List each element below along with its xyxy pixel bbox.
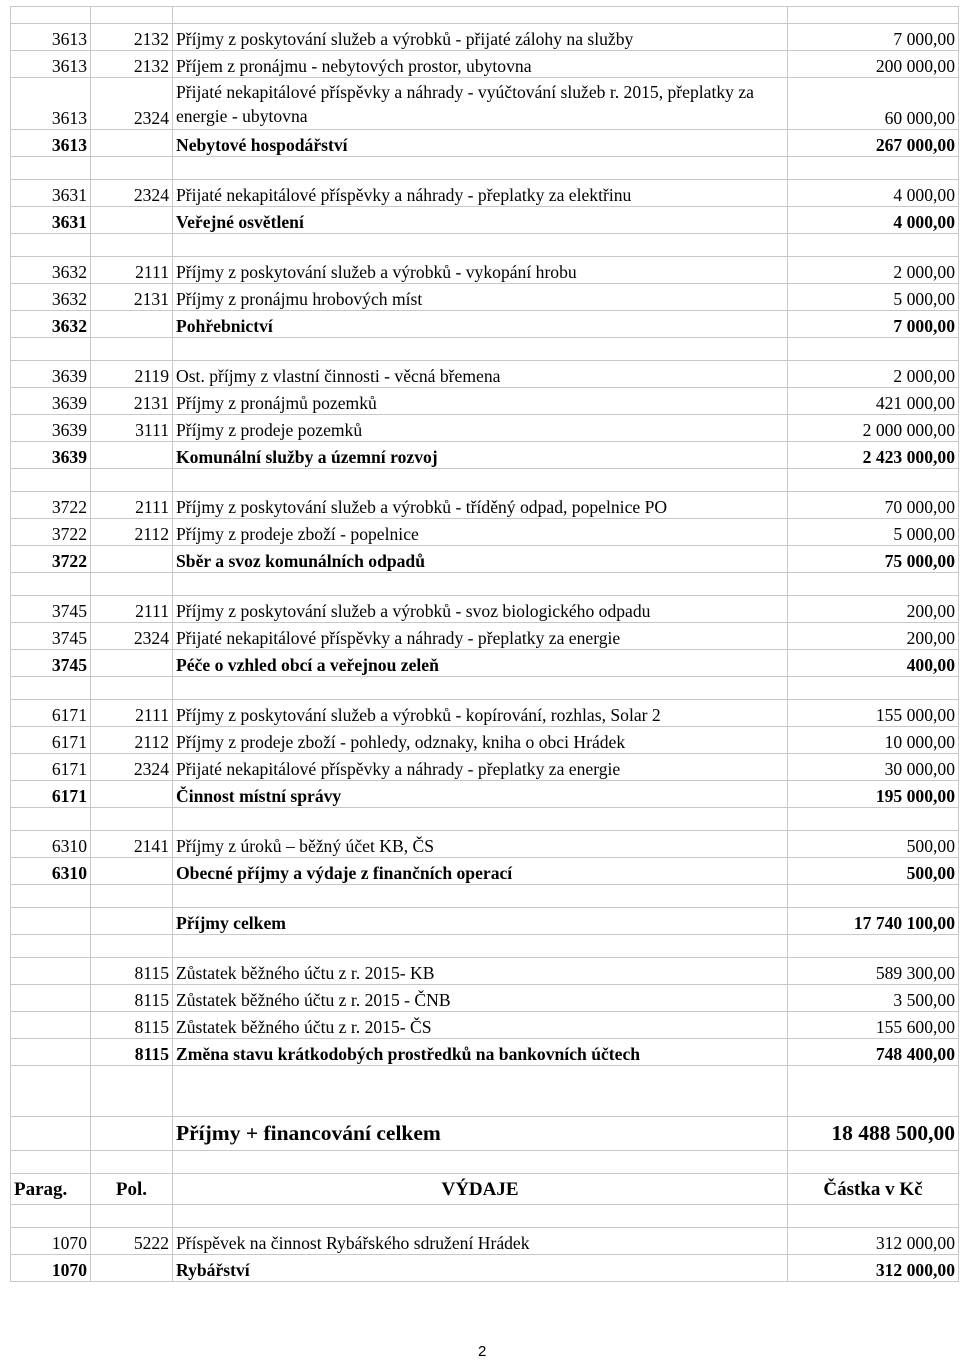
text-cell: Činnost místní správy — [173, 781, 788, 808]
text-cell: Zůstatek běžného účtu z r. 2015 - ČNB — [173, 985, 788, 1012]
paragraf-cell: 3745 — [11, 596, 91, 623]
amount-cell: 5 000,00 — [788, 284, 959, 311]
spacer-row — [11, 808, 959, 831]
text-cell: Příjmy z prodeje zboží - popelnice — [173, 519, 788, 546]
polozka-cell: 2132 — [91, 51, 173, 78]
table-row — [11, 958, 959, 985]
paragraf-cell: 3639 — [11, 415, 91, 442]
paragraf-cell — [11, 1039, 91, 1066]
polozka-cell — [91, 858, 173, 885]
table-row — [11, 700, 959, 727]
polozka-cell: 2324 — [91, 754, 173, 781]
paragraf-cell: 3613 — [11, 130, 91, 157]
text-cell: Přijaté nekapitálové příspěvky a náhrady - přeplatky za energie — [173, 623, 788, 650]
table-row — [11, 284, 959, 311]
amount-cell: 312 000,00 — [788, 1255, 959, 1282]
paragraf-cell: 6171 — [11, 700, 91, 727]
paragraf-cell — [11, 908, 91, 935]
paragraf-cell: 6171 — [11, 781, 91, 808]
spacer-row — [11, 469, 959, 492]
paragraf-cell: 3722 — [11, 519, 91, 546]
page-number: 2 — [478, 1343, 487, 1360]
amount-cell: 7 000,00 — [788, 311, 959, 338]
text-cell: Změna stavu krátkodobých prostředků na bankovních účtech — [173, 1039, 788, 1066]
polozka-cell: 8115 — [91, 1039, 173, 1066]
amount-cell: 2 000 000,00 — [788, 415, 959, 442]
spacer-row — [11, 1205, 959, 1228]
subtotal-row — [11, 650, 959, 677]
table-row — [11, 754, 959, 781]
amount-cell: 30 000,00 — [788, 754, 959, 781]
paragraf-cell: 3722 — [11, 492, 91, 519]
vydaje-header-row — [11, 1174, 959, 1205]
spacer-row — [11, 234, 959, 257]
spacer-row — [11, 7, 959, 24]
table-row — [11, 492, 959, 519]
polozka-cell — [91, 908, 173, 935]
paragraf-cell: 6310 — [11, 831, 91, 858]
subtotal-row — [11, 1039, 959, 1066]
polozka-cell — [91, 311, 173, 338]
polozka-cell — [91, 650, 173, 677]
amount-cell: 18 488 500,00 — [788, 1117, 959, 1151]
amount-cell: 70 000,00 — [788, 492, 959, 519]
polozka-cell: 8115 — [91, 958, 173, 985]
amount-cell: 4 000,00 — [788, 207, 959, 234]
paragraf-cell: 1070 — [11, 1228, 91, 1255]
paragraf-cell: 3745 — [11, 650, 91, 677]
paragraf-cell: 3613 — [11, 78, 91, 130]
table-row — [11, 388, 959, 415]
text-cell: Příjmy z prodeje pozemků — [173, 415, 788, 442]
subtotal-row — [11, 546, 959, 573]
text-cell: Sběr a svoz komunálních odpadů — [173, 546, 788, 573]
polozka-cell — [91, 1117, 173, 1151]
paragraf-cell: 6171 — [11, 754, 91, 781]
amount-cell: 195 000,00 — [788, 781, 959, 808]
paragraf-cell — [11, 1117, 91, 1151]
subtotal-row — [11, 442, 959, 469]
spacer-row — [11, 157, 959, 180]
polozka-cell: 2112 — [91, 519, 173, 546]
subtotal-row — [11, 858, 959, 885]
table-row — [11, 623, 959, 650]
spacer-row — [11, 1066, 959, 1117]
subtotal-row — [11, 311, 959, 338]
polozka-cell: 5222 — [91, 1228, 173, 1255]
polozka-cell — [91, 546, 173, 573]
amount-cell: 60 000,00 — [788, 78, 959, 130]
paragraf-cell: 6171 — [11, 727, 91, 754]
amount-cell: 500,00 — [788, 858, 959, 885]
paragraf-cell: 3632 — [11, 284, 91, 311]
spacer-row — [11, 573, 959, 596]
paragraf-cell: 3639 — [11, 442, 91, 469]
table-row — [11, 257, 959, 284]
polozka-cell — [91, 207, 173, 234]
paragraf-cell: 3613 — [11, 24, 91, 51]
polozka-cell: 2324 — [91, 623, 173, 650]
polozka-cell: 2112 — [91, 727, 173, 754]
table-row — [11, 831, 959, 858]
paragraf-cell — [11, 958, 91, 985]
grand-total-row — [11, 1117, 959, 1151]
text-cell: Příspěvek na činnost Rybářského sdružení Hrádek — [173, 1228, 788, 1255]
table-row — [11, 361, 959, 388]
text-cell: Zůstatek běžného účtu z r. 2015- ČS — [173, 1012, 788, 1039]
table-row — [11, 180, 959, 207]
paragraf-cell: 3639 — [11, 361, 91, 388]
paragraf-cell: 3632 — [11, 257, 91, 284]
text-cell: Pohřebnictví — [173, 311, 788, 338]
polozka-cell: 2141 — [91, 831, 173, 858]
amount-cell: 267 000,00 — [788, 130, 959, 157]
paragraf-cell: 3632 — [11, 311, 91, 338]
text-cell: Přijaté nekapitálové příspěvky a náhrady - vyúčtování služeb r. 2015, přeplatky za energie - ubytovna — [173, 78, 788, 130]
amount-cell: 3 500,00 — [788, 985, 959, 1012]
polozka-cell: 2132 — [91, 24, 173, 51]
polozka-cell: 2119 — [91, 361, 173, 388]
amount-cell: 2 000,00 — [788, 361, 959, 388]
text-cell: Péče o vzhled obcí a veřejnou zeleň — [173, 650, 788, 677]
amount-cell: 400,00 — [788, 650, 959, 677]
text-cell: Příjmy z pronájmu hrobových míst — [173, 284, 788, 311]
table-row — [11, 415, 959, 442]
total-row — [11, 908, 959, 935]
text-cell: Příjmy + financování celkem — [173, 1117, 788, 1151]
paragraf-cell: 3745 — [11, 623, 91, 650]
paragraf-cell — [11, 1012, 91, 1039]
polozka-cell — [91, 442, 173, 469]
polozka-cell: 3111 — [91, 415, 173, 442]
paragraf-cell: 1070 — [11, 1255, 91, 1282]
text-cell: Příjmy z úroků – běžný účet KB, ČS — [173, 831, 788, 858]
amount-cell: 2 000,00 — [788, 257, 959, 284]
polozka-cell — [91, 1255, 173, 1282]
spacer-row — [11, 885, 959, 908]
text-cell: Obecné příjmy a výdaje z finančních operací — [173, 858, 788, 885]
text-cell: Příjem z pronájmu - nebytových prostor, ubytovna — [173, 51, 788, 78]
text-cell: Komunální služby a územní rozvoj — [173, 442, 788, 469]
spacer-row — [11, 935, 959, 958]
amount-cell: 748 400,00 — [788, 1039, 959, 1066]
text-cell: Příjmy z pronájmů pozemků — [173, 388, 788, 415]
amount-cell: 2 423 000,00 — [788, 442, 959, 469]
table-row — [11, 24, 959, 51]
spacer-row — [11, 1151, 959, 1174]
text-cell: Zůstatek běžného účtu z r. 2015- KB — [173, 958, 788, 985]
amount-cell: 7 000,00 — [788, 24, 959, 51]
text-cell: Rybářství — [173, 1255, 788, 1282]
polozka-cell — [91, 781, 173, 808]
text-cell: Příjmy z poskytování služeb a výrobků - vykopání hrobu — [173, 257, 788, 284]
amount-cell: 4 000,00 — [788, 180, 959, 207]
text-cell: Příjmy z poskytování služeb a výrobků - svoz biologického odpadu — [173, 596, 788, 623]
amount-cell: 421 000,00 — [788, 388, 959, 415]
paragraf-cell — [11, 985, 91, 1012]
budget-table — [10, 6, 959, 1282]
paragraf-cell: 6310 — [11, 858, 91, 885]
text-cell: Příjmy z prodeje zboží - pohledy, odznaky, kniha o obci Hrádek — [173, 727, 788, 754]
polozka-cell: 8115 — [91, 1012, 173, 1039]
amount-cell: 200,00 — [788, 623, 959, 650]
subtotal-row — [11, 207, 959, 234]
polozka-cell: 2111 — [91, 596, 173, 623]
header-castka: Částka v Kč — [788, 1174, 959, 1205]
spacer-row — [11, 677, 959, 700]
header-vydaje: VÝDAJE — [173, 1174, 788, 1205]
text-cell: Příjmy z poskytování služeb a výrobků - přijaté zálohy na služby — [173, 24, 788, 51]
text-cell: Přijaté nekapitálové příspěvky a náhrady - přeplatky za elektřinu — [173, 180, 788, 207]
amount-cell: 75 000,00 — [788, 546, 959, 573]
table-row — [11, 1228, 959, 1255]
paragraf-cell: 3722 — [11, 546, 91, 573]
polozka-cell: 2131 — [91, 388, 173, 415]
subtotal-row — [11, 130, 959, 157]
spacer-row — [11, 338, 959, 361]
polozka-cell: 2111 — [91, 492, 173, 519]
paragraf-cell: 3639 — [11, 388, 91, 415]
amount-cell: 17 740 100,00 — [788, 908, 959, 935]
amount-cell: 200 000,00 — [788, 51, 959, 78]
table-row — [11, 727, 959, 754]
polozka-cell: 2324 — [91, 78, 173, 130]
table-row — [11, 985, 959, 1012]
paragraf-cell: 3613 — [11, 51, 91, 78]
amount-cell: 10 000,00 — [788, 727, 959, 754]
table-row — [11, 596, 959, 623]
text-cell: Příjmy celkem — [173, 908, 788, 935]
subtotal-row — [11, 1255, 959, 1282]
amount-cell: 200,00 — [788, 596, 959, 623]
paragraf-cell: 3631 — [11, 180, 91, 207]
amount-cell: 5 000,00 — [788, 519, 959, 546]
polozka-cell: 8115 — [91, 985, 173, 1012]
text-cell: Ost. příjmy z vlastní činnosti - věcná břemena — [173, 361, 788, 388]
amount-cell: 312 000,00 — [788, 1228, 959, 1255]
amount-cell: 589 300,00 — [788, 958, 959, 985]
amount-cell: 155 000,00 — [788, 700, 959, 727]
text-cell: Přijaté nekapitálové příspěvky a náhrady - přeplatky za energie — [173, 754, 788, 781]
amount-cell: 500,00 — [788, 831, 959, 858]
table-row — [11, 519, 959, 546]
amount-cell: 155 600,00 — [788, 1012, 959, 1039]
polozka-cell: 2324 — [91, 180, 173, 207]
table-row — [11, 51, 959, 78]
text-cell: Nebytové hospodářství — [173, 130, 788, 157]
subtotal-row — [11, 781, 959, 808]
text-cell: Příjmy z poskytování služeb a výrobků - kopírování, rozhlas, Solar 2 — [173, 700, 788, 727]
header-polozka: Pol. — [91, 1174, 173, 1205]
text-cell: Veřejné osvětlení — [173, 207, 788, 234]
table-row — [11, 1012, 959, 1039]
polozka-cell: 2111 — [91, 700, 173, 727]
polozka-cell: 2131 — [91, 284, 173, 311]
text-cell: Příjmy z poskytování služeb a výrobků - tříděný odpad, popelnice PO — [173, 492, 788, 519]
polozka-cell — [91, 130, 173, 157]
polozka-cell: 2111 — [91, 257, 173, 284]
paragraf-cell: 3631 — [11, 207, 91, 234]
header-paragraf: Parag. — [11, 1174, 91, 1205]
table-row — [11, 78, 959, 130]
